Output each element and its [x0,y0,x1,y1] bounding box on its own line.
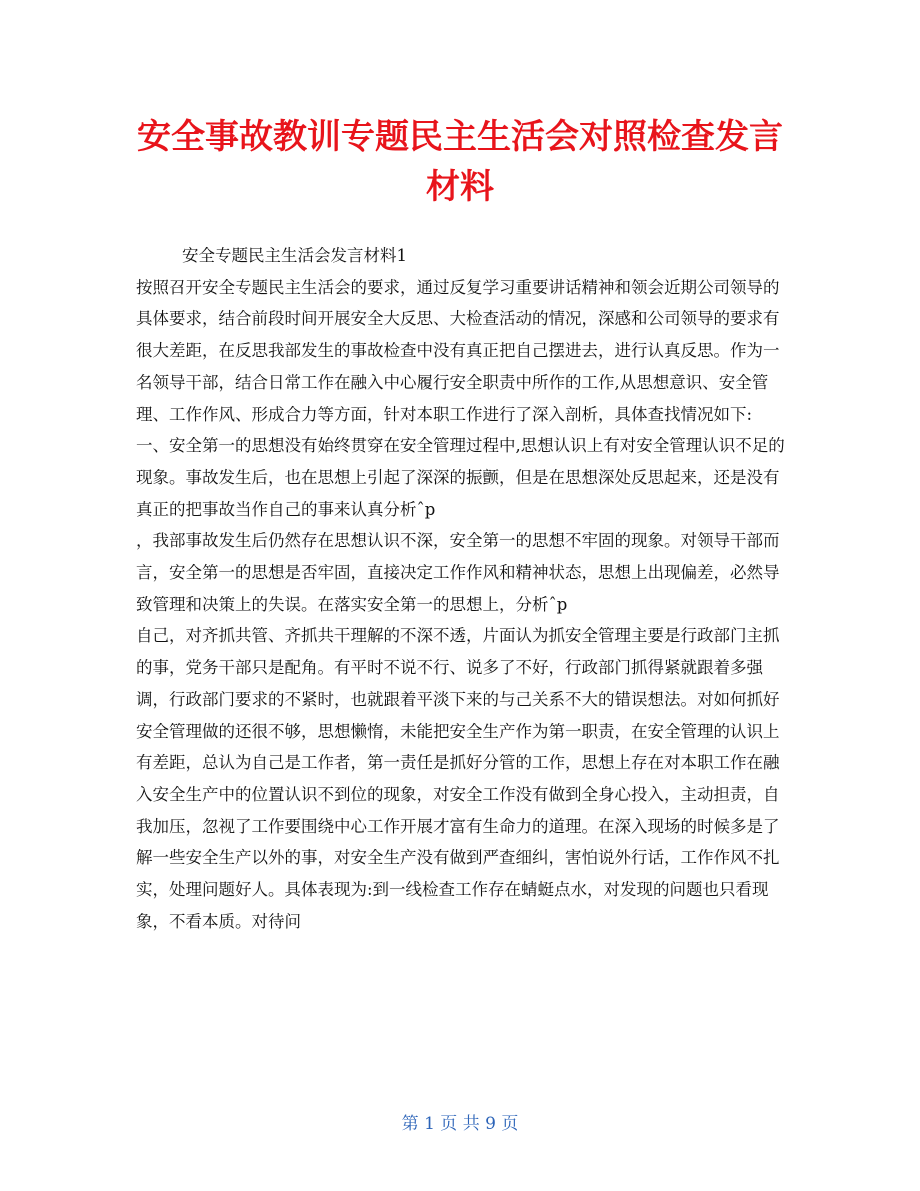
paragraph-self-analysis: 自己，对齐抓共管、齐抓共干理解的不深不透，片面认为抓安全管理主要是行政部门主抓的事，党务干部只是配角。有平时不说不行、说多了不好，行政部门抓得紧就跟着多强调，行政部门要求的不紧时，也就跟着平淡下来的与己关系不大的错误想法。对如何抓好安全管理做的还很不够，思想懒惰，未能把安全生产作为第一职责，在安全管理的认识上有差距，总认为自己是工作者，第一责任是抓好分管的工作，思想上存在对本职工作在融入安全生产中的位置认识不到位的现象，对安全工作没有做到全身心投入，主动担责，自我加压，忽视了工作要围绕中心工作开展才富有生命力的道理。在深入现场的时候多是了解一些安全生产以外的事，对安全生产没有做到严查细纠，害怕说外行话，工作作风不扎实，处理问题好人。具体表现为:到一线检查工作存在蜻蜓点水，对发现的问题也只看现象，不看本质。对待问 [136,626,780,931]
document-title: 安全事故教训专题民主生活会对照检查发言材料 [137,117,783,207]
paragraph-intro: 按照召开安全专题民主生活会的要求，通过反复学习重要讲话精神和领会近期公司领导的具体要求，结合前段时间开展安全大反思、大检查活动的情况，深感和公司领导的要求有很大差距，在反思我部发生的事故检查中没有真正把自己摆进去，进行认真反思。作为一名领导干部，结合日常工作在融入中心履行安全职责中所作的工作,从思想意识、安全管理、工作作风、形成合力等方面，针对本职工作进行了深入剖析，具体查找情况如下: [136,277,780,424]
document-body [136,240,786,937]
paragraph-section-one: 一、安全第一的思想没有始终贯穿在安全管理过程中,思想认识上有对安全管理认识不足的现象。事故发生后，也在思想上引起了深深的振颤，但是在思想深处反思起来，还是没有真正的把事故当作自己的事来认真分析ˆp [136,436,785,519]
page-number-footer: 第 1 页 共 9 页 [401,1114,519,1134]
document-subtitle: 安全专题民主生活会发言材料1 [182,246,407,265]
paragraph-continuation: ，我部事故发生后仍然存在思想认识不深，安全第一的思想不牢固的现象。对领导干部而言，安全第一的思想是否牢固，直接决定工作作风和精神状态，思想上出现偏差，必然导致管理和决策上的失误。在落实安全第一的思想上，分析ˆp [136,531,780,614]
